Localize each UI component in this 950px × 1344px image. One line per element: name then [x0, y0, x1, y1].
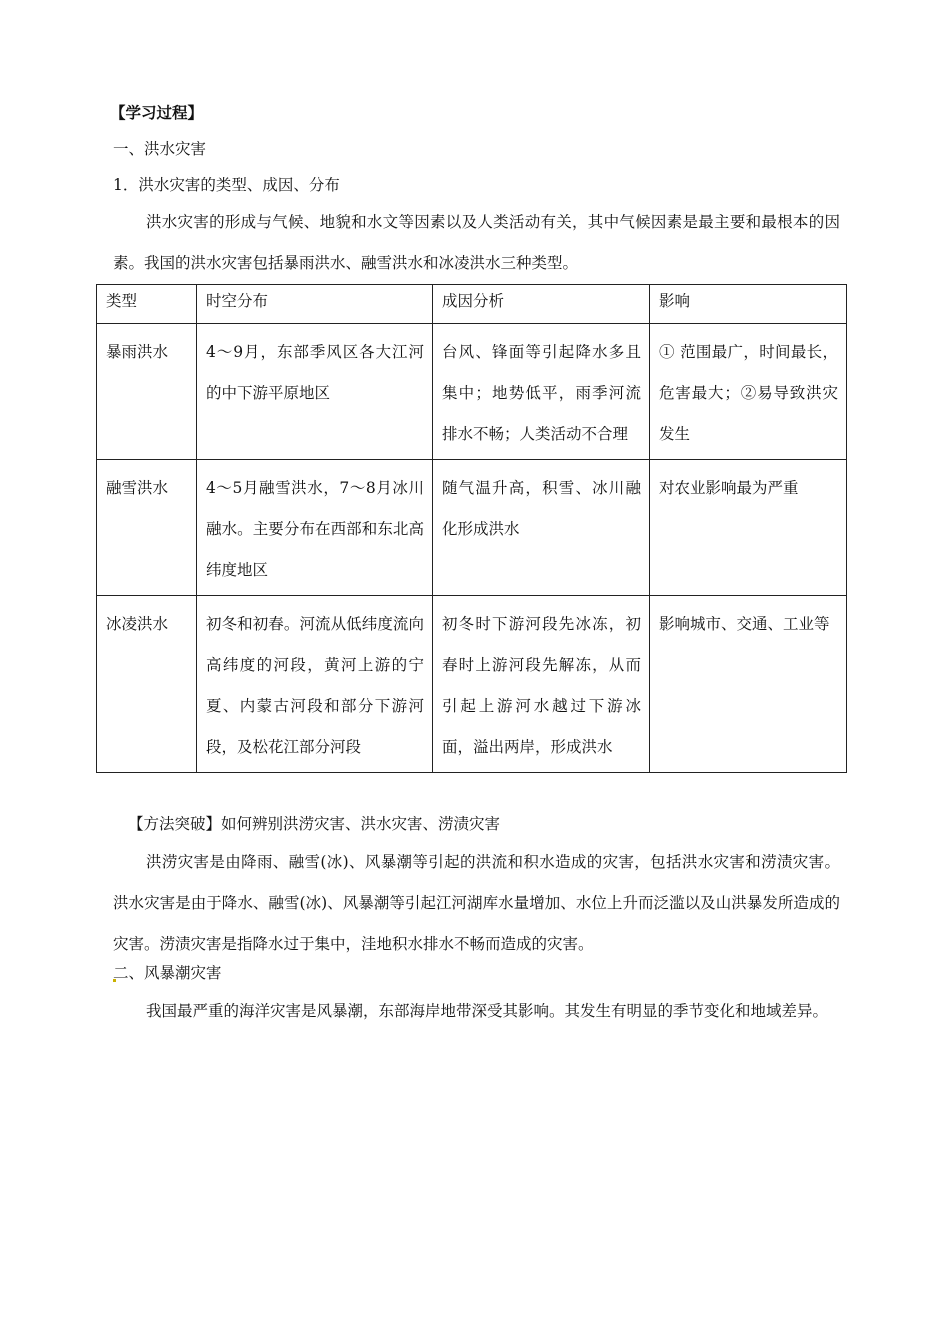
header-cell: 类型 [97, 285, 197, 324]
header-cell: 影响 [650, 285, 847, 324]
cause-cell: 台风、锋面等引起降水多且集中；地势低平，雨季河流排水不畅；人类活动不合理 [433, 324, 650, 460]
subsection-heading: 1．洪水灾害的类型、成因、分布 [113, 176, 340, 194]
type-cell: 融雪洪水 [97, 460, 197, 596]
part2-heading: 二、风暴潮灾害 [113, 964, 222, 982]
section-heading: 【学习过程】 [110, 103, 204, 122]
impact-cell: ① 范围最广，时间最长，危害最大；②易导致洪灾发生 [650, 324, 847, 460]
type-cell: 冰凌洪水 [97, 596, 197, 773]
method-paragraph: 洪涝灾害是由降雨、融雪(冰)、风暴潮等引起的洪流和积水造成的灾害，包括洪水灾害和涝渍灾害。洪水灾害是由于降水、融雪(冰)、风暴潮等引起江河湖库水量增加、水位上升而泛滥以及山洪暴发所造成的灾害。涝渍灾害是指降水过于集中，洼地积水排水不畅而造成的灾害。 [113, 853, 840, 953]
table-row [97, 324, 847, 460]
flood-types-table [96, 284, 847, 773]
distribution-cell: 初冬和初春。河流从低纬度流向高纬度的河段，黄河上游的宁夏、内蒙古河段和部分下游河段，及松花江部分河段 [197, 596, 433, 773]
distribution-cell: 4～9月，东部季风区各大江河的中下游平原地区 [197, 324, 433, 460]
impact-cell: 对农业影响最为严重 [650, 460, 847, 596]
header-cell: 时空分布 [197, 285, 433, 324]
cause-cell: 随气温升高，积雪、冰川融化形成洪水 [433, 460, 650, 596]
type-cell: 暴雨洪水 [97, 324, 197, 460]
part2-paragraph: 我国最严重的海洋灾害是风暴潮，东部海岸地带深受其影响。其发生有明显的季节变化和地域差异。 [146, 1002, 829, 1020]
table-row [97, 460, 847, 596]
table-row [97, 596, 847, 773]
part1-heading: 一、洪水灾害 [113, 140, 207, 158]
method-heading: 【方法突破】如何辨别洪涝灾害、洪水灾害、涝渍灾害 [128, 815, 501, 833]
intro-paragraph: 洪水灾害的形成与气候、地貌和水文等因素以及人类活动有关，其中气候因素是最主要和最根本的因素。我国的洪水灾害包括暴雨洪水、融雪洪水和冰凌洪水三种类型。 [113, 213, 840, 272]
table-header-row [97, 285, 847, 324]
header-cell: 成因分析 [433, 285, 650, 324]
cause-cell: 初冬时下游河段先冰冻，初春时上游河段先解冻，从而引起上游河水越过下游冰面，溢出两岸，形成洪水 [433, 596, 650, 773]
impact-cell: 影响城市、交通、工业等 [650, 596, 847, 773]
distribution-cell: 4～5月融雪洪水，7～8月冰川融水。主要分布在西部和东北高纬度地区 [197, 460, 433, 596]
